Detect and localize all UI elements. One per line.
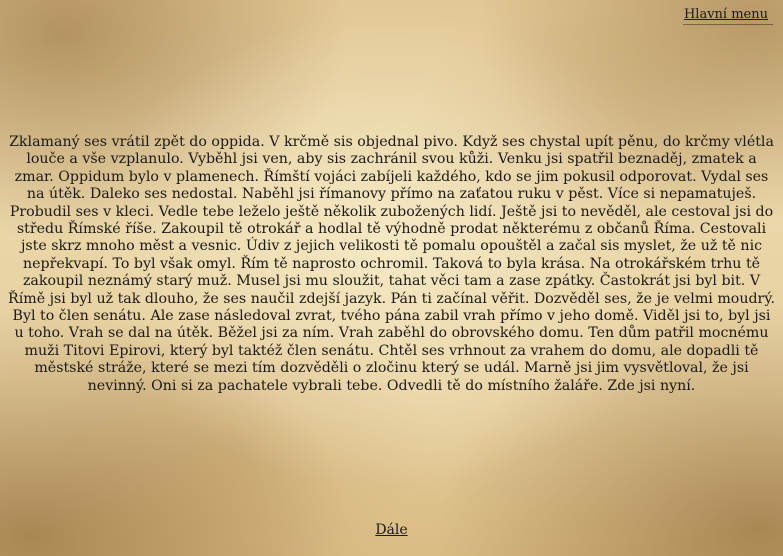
main-menu-link[interactable]: Hlavní menu (683, 7, 768, 22)
menu-divider (683, 24, 773, 25)
story-text: Zklamaný ses vrátil zpět do oppida. V krčmě sis objednal pivo. Když ses chystal upít pěnu, do krčmy vlétla louče a vše vzplanulo. Vyběhl jsi ven, aby sis zachránil svou kůži. Venku jsi spatřil beznaděj, zmatek a zmar. Oppidum bylo v plamenech. Římští vojáci zabíjeli každého, kdo se jim pokusil odporovat. Vydal ses na útěk. Daleko ses nedostal. Naběhl jsi římanovy přímo na zaťatou ruku v pěst. Více si nepamatuješ. Probudil ses v kleci. Vedle tebe leželo ještě několik zubožených lidí. Ještě jsi to nevěděl, ale cestoval jsi do středu Římské říše. Zakoupil tě otrokář a hodlal tě výhodně prodat některému z občanů Říma. Cestovali jste skrz mnoho měst a vesnic. Údiv z jejich velikosti tě pomalu opouštěl a začal sis myslet, že už tě nic nepřekvapí. To byl však omyl. Řím tě naprosto ochromil. Taková to byla krása. Na otrokářském trhu tě zakoupil neznámý starý muž. Musel jsi mu sloužit, tahat věci tam a zase zpátky. Častokrát jsi byl bit. V Římě jsi byl už tak dlouho, že ses naučil zdejší jazyk. Pán ti začínal věřit. Dozvěděl ses, že je velmi moudrý. Byl to člen senátu. Ale zase následoval zvrat, tvého pána zabil vrah přímo v jeho domě. Viděl jsi to, byl jsi u toho. Vrah se dal na útěk. Běžel jsi za ním. Vrah zaběhl do obrovského domu. Ten dům patřil mocnému muži Titovi Epirovi, který byl taktéž člen senátu. Chtěl ses vrhnout za vrahem do domu, ale dopadli tě městské stráže, které se mezi tím dozvěděli o zločinu který se udál. Marně jsi jim vysvětloval, že jsi nevinný. Oni si za pachatele vybrali tebe. Odvedli tě do místního žaláře. Zde jsi nyní. (8, 134, 775, 394)
next-link[interactable]: Dále (375, 522, 408, 538)
